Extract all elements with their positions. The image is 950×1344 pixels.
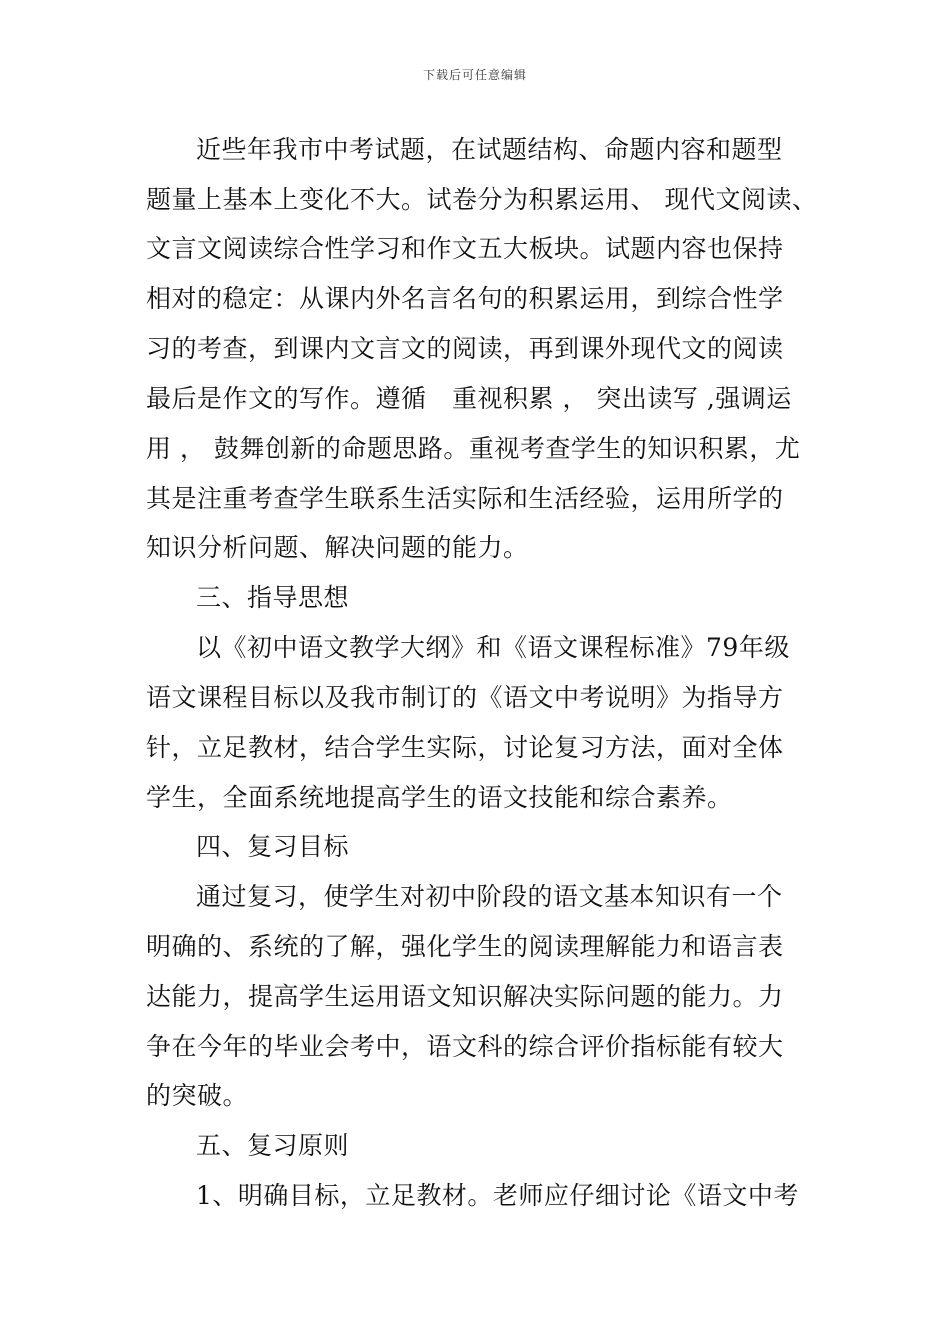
text-line: 语文课程目标以及我市制订的《语文中考说明》为指导方 xyxy=(146,683,784,712)
text-line: 习的考查，到课内文言文的阅读，再到课外现代文的阅读 xyxy=(146,334,784,363)
text-line: 知识分析问题、解决问题的能力。 xyxy=(146,533,529,562)
text-line: 的突破。 xyxy=(146,1081,249,1110)
text-line: 用 ， 鼓舞创新的命题思路。重视考查学生的知识积累，尤 xyxy=(146,434,801,463)
text-line: 达能力，提高学生运用语文知识解决实际问题的能力。力 xyxy=(146,982,784,1011)
text-line: 题量上基本上变化不大。试卷分为积累运用、 现代文阅读、 xyxy=(146,185,818,214)
text-line: 最后是作文的写作。遵循 重视积累 ， 突出读写 ,强调运 xyxy=(146,384,792,413)
section-heading: 五、复习原则 xyxy=(196,1131,350,1160)
text-line: 近些年我市中考试题，在试题结构、命题内容和题型 xyxy=(196,135,783,164)
text-line: 1、明确目标，立足教材。老师应仔细讨论《语文中考 xyxy=(196,1181,799,1210)
text-line: 通过复习，使学生对初中阶段的语文基本知识有一个 xyxy=(196,882,783,911)
text-line: 以《初中语文教学大纲》和《语文课程标准》79年级 xyxy=(196,633,790,662)
text-line: 学生，全面系统地提高学生的语文技能和综合素养。 xyxy=(146,783,733,812)
text-line: 文言文阅读综合性学习和作文五大板块。试题内容也保持 xyxy=(146,234,784,263)
section-heading: 三、指导思想 xyxy=(196,583,350,612)
text-line: 争在今年的毕业会考中，语文科的综合评价指标能有较大 xyxy=(146,1032,784,1061)
text-line: 针，立足教材，结合学生实际，讨论复习方法，面对全体 xyxy=(146,733,784,762)
text-line: 其是注重考查学生联系生活实际和生活经验，运用所学的 xyxy=(146,484,784,513)
page-header: 下载后可任意编辑 xyxy=(422,68,527,82)
text-line: 相对的稳定：从课内外名言名句的积累运用，到综合性学 xyxy=(146,284,784,313)
section-heading: 四、复习目标 xyxy=(196,832,350,861)
text-line: 明确的、系统的了解，强化学生的阅读理解能力和语言表 xyxy=(146,932,784,961)
